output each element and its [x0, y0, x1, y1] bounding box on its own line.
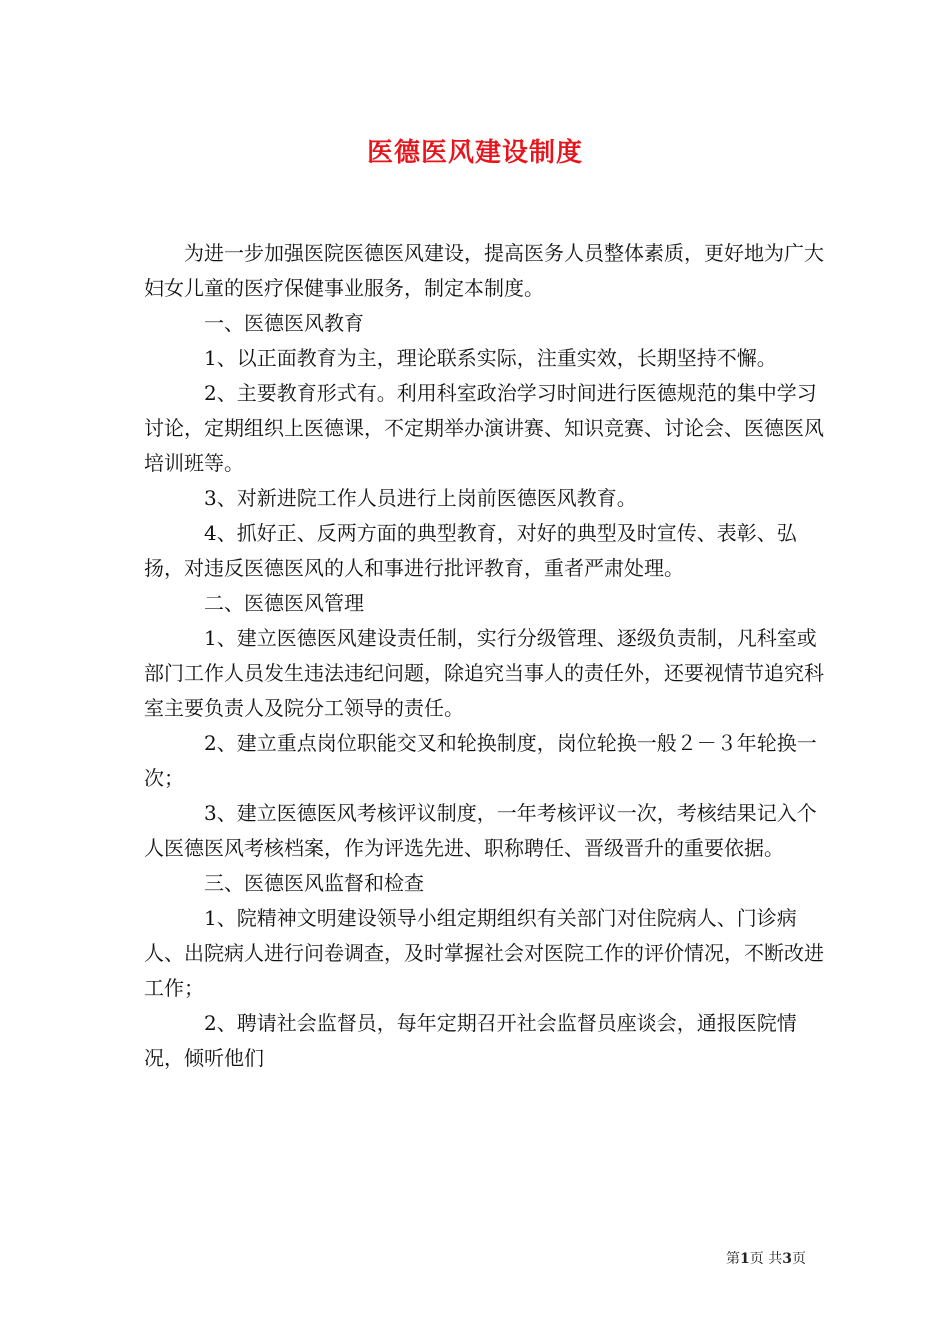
- current-page: 1: [740, 1251, 750, 1267]
- education-item-4: 4、抓好正、反两方面的典型教育，对好的典型及时宣传、表彰、弘扬，对违反医德医风的人和事进行批评教育，重者严肃处理。: [144, 521, 797, 580]
- page-number: [726, 1248, 806, 1268]
- education-item-3: 3、对新进院工作人员进行上岗前医德医风教育。: [204, 486, 637, 510]
- page-number-suffix: 页: [792, 1251, 806, 1267]
- supervision-item-2: 2、聘请社会监督员，每年定期召开社会监督员座谈会，通报医院情况，倾听他们: [144, 1011, 797, 1070]
- total-pages: 3: [782, 1251, 792, 1267]
- section-heading-education: 一、医德医风教育: [204, 311, 364, 335]
- document-title: 医德医风建设制度: [366, 138, 583, 168]
- section-heading-management: 二、医德医风管理: [204, 591, 364, 615]
- intro-paragraph: 为进一步加强医院医德医风建设，提高医务人员整体素质，更好地为广大妇女儿童的医疗保健事业服务，制定本制度。: [144, 241, 824, 300]
- education-item-1: 1、以正面教育为主，理论联系实际，注重实效，长期坚持不懈。: [204, 346, 777, 370]
- page-number-middle: 页 共: [749, 1251, 783, 1267]
- education-item-2: 2、主要教育形式有。利用科室政治学习时间进行医德规范的集中学习讨论，定期组织上医德课，不定期举办演讲赛、知识竞赛、讨论会、医德医风培训班等。: [144, 381, 824, 475]
- section-heading-supervision: 三、医德医风监督和检查: [204, 871, 424, 895]
- management-item-3: 3、建立医德医风考核评议制度，一年考核评议一次，考核结果记入个人医德医风考核档案，作为评选先进、职称聘任、晋级晋升的重要依据。: [144, 801, 817, 860]
- management-item-1: 1、建立医德医风建设责任制，实行分级管理、逐级负责制，凡科室或部门工作人员发生违法违纪问题，除追究当事人的责任外，还要视情节追究科室主要负责人及院分工领导的责任。: [144, 626, 824, 720]
- page-number-prefix: 第: [726, 1251, 741, 1267]
- management-item-2: 2、建立重点岗位职能交叉和轮换制度，岗位轮换一般２－３年轮换一次；: [144, 731, 817, 790]
- supervision-item-1: 1、院精神文明建设领导小组定期组织有关部门对住院病人、门诊病人、出院病人进行问卷调查，及时掌握社会对医院工作的评价情况，不断改进工作；: [144, 906, 824, 1000]
- document-body: [144, 236, 824, 1076]
